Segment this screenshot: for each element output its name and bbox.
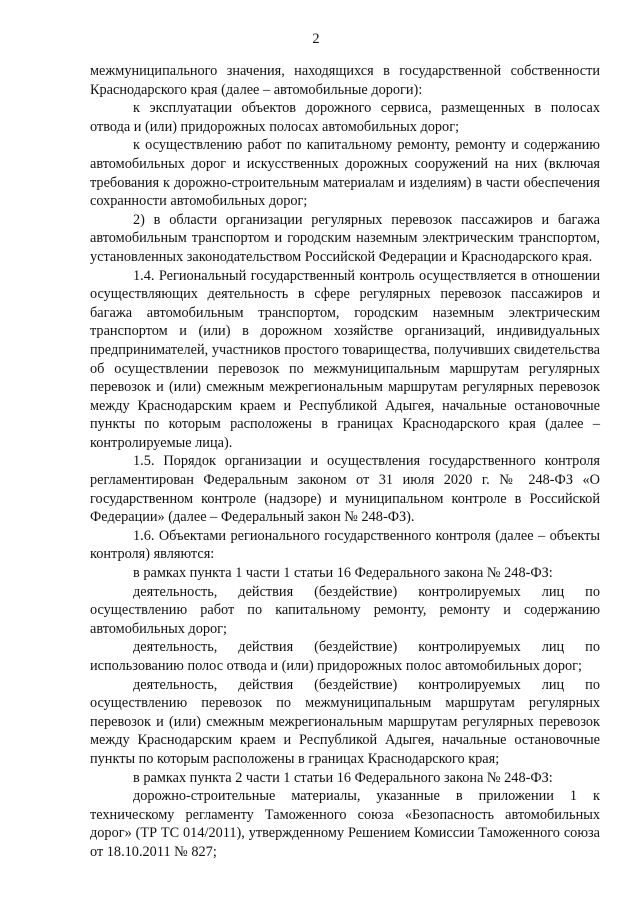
paragraph-point-1: в рамках пункта 1 части 1 статьи 16 Федерального закона № 248-ФЗ: (133, 565, 553, 582)
paragraph-service-objects: к эксплуатации объектов дорожного сервиса, размещенных в полосах отвода и (или) придорожных полосах автомобильных дорог; (90, 100, 600, 135)
paragraph-1-4: 1.4. Региональный государственный контроль осуществляется в отношении осуществляющих деятельность в сфере регулярных перевозок пассажиров и багажа автомобильным транспортом, городским наземным электрическим транспортом и (или) в дорожном хозяйстве организаций, индивидуальных предпринимателей, участников простого товарищества, получивших свидетельства об осуществлении перевозок по межмуниципальным маршрутам регулярных перевозок и (или) смежным межрегиональным маршрутам регулярных перевозок между Краснодарским краем и Республикой Адыгея, начальные остановочные пункты по которым расположены в границах Краснодарского края (далее – контролируемые лица). (90, 267, 600, 451)
paragraph-activity-transport: деятельность, действия (бездействие) контролируемых лиц по осуществлению перевозок по межмуниципальным маршрутам регулярных перевозок и (или) смежным межрегиональным маршрутам регулярных перевозок между Краснодарским краем и Республикой Адыгея, начальные остановочные пункты по которым расположены в границах Краснодарского края; (90, 676, 600, 767)
paragraph-activity-repair: деятельность, действия (бездействие) контролируемых лиц по осуществлению работ по капитальному ремонту, ремонту и содержанию автомобильных дорог; (90, 583, 600, 637)
paragraph-transport-area: 2) в области организации регулярных перевозок пассажиров и багажа автомобильным транспортом и городским наземным электрическим транспортом, установленных законодательством Российской Федерации и Краснодарского края. (90, 211, 600, 265)
paragraph-1-6: 1.6. Объектами регионального государственного контроля (далее – объекты контроля) являются: (90, 527, 600, 563)
document-body (90, 62, 600, 862)
page-number: 2 (312, 31, 320, 47)
paragraph-continuation: межмуниципального значения, находящихся в государственной собственности Краснодарского края (далее – автомобильные дороги): (90, 63, 600, 98)
paragraph-1-5: 1.5. Порядок организации и осуществления государственного контроля регламентирован Федеральным законом от 31 июля 2020 г. № 248-ФЗ «О государственном контроле (надзоре) и муниципальном контроле в Российской Федерации» (далее – Федеральный закон № 248-ФЗ). (90, 453, 600, 526)
paragraph-activity-lanes: деятельность, действия (бездействие) контролируемых лиц по использованию полос отвода и (или) придорожных полос автомобильных дорог; (90, 639, 600, 674)
paragraph-materials: дорожно-строительные материалы, указанные в приложении 1 к техническому регламенту Таможенного союза «Безопасность автомобильных дорог» (ТР ТС 014/2011), утвержденному Решением Комиссии Таможенного союза от 18.10.2011 № 827; (90, 788, 600, 860)
paragraph-point-2: в рамках пункта 2 части 1 статьи 16 Федерального закона № 248-ФЗ: (133, 769, 553, 786)
paragraph-road-repair: к осуществлению работ по капитальному ремонту, ремонту и содержанию автомобильных дорог и искусственных дорожных сооружений на них (включая требования к дорожно-строительным материалам и изделиям) в части обеспечения сохранности автомобильных дорог; (90, 137, 600, 210)
